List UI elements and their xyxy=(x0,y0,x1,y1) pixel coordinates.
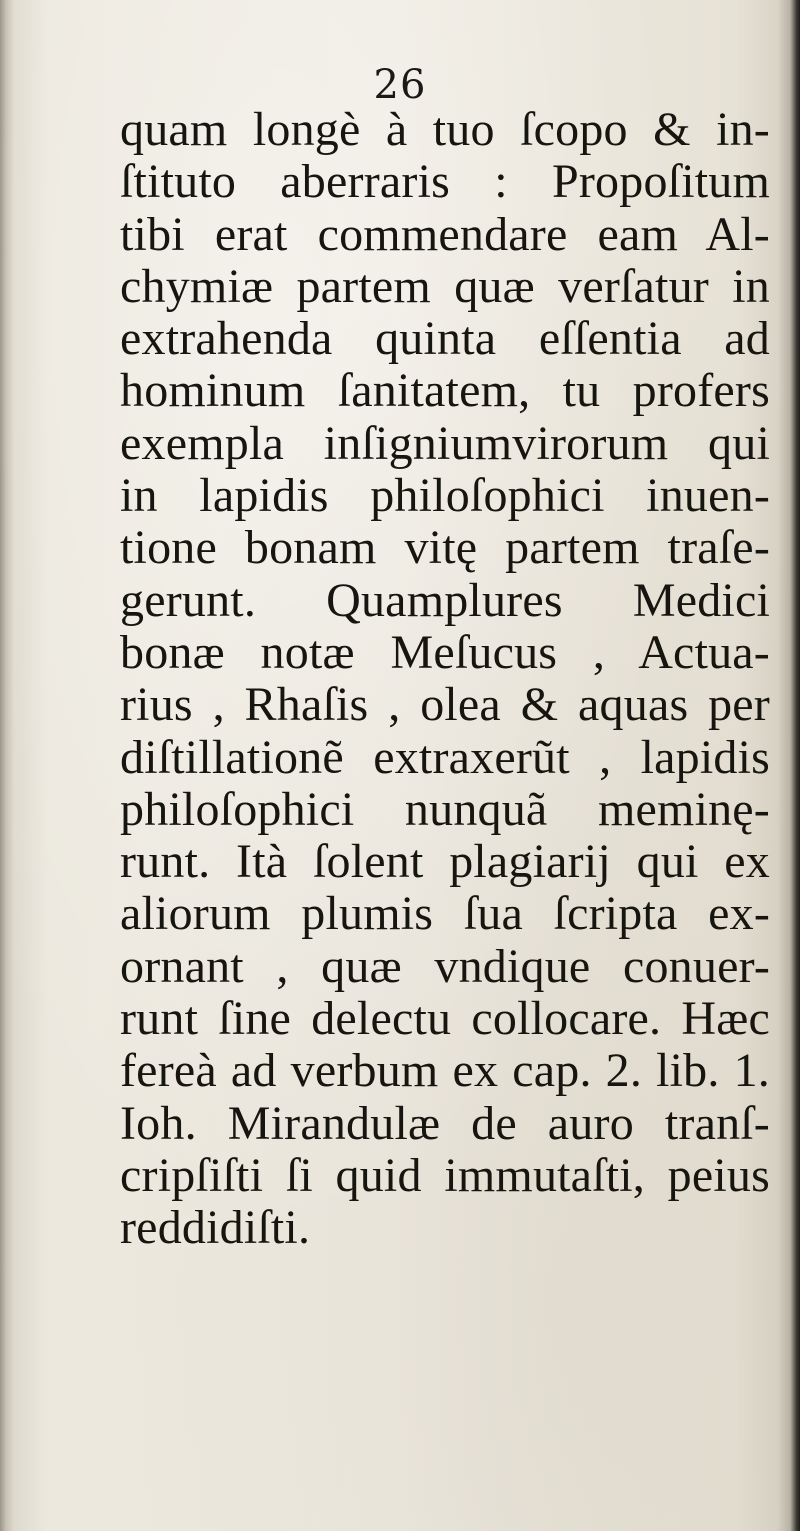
page-number: 26 xyxy=(373,62,427,108)
text-line: extrahenda quinta eſſentia ad xyxy=(120,312,770,366)
text-line: exempla inſigniumvirorum qui xyxy=(120,416,770,470)
text-line: hominum ſanitatem, tu profers xyxy=(120,364,770,418)
text-line: Ioh. Mirandulæ de auro tranſ- xyxy=(120,1096,770,1150)
text-line: in lapidis philoſophici inuen- xyxy=(120,469,770,523)
text-line: tione bonam vitę partem traſe- xyxy=(120,521,770,575)
text-line: quam longè à tuo ſcopo & in- xyxy=(120,103,770,156)
text-line: diſtillationẽ extraxerũt , lapidis xyxy=(120,730,770,784)
text-line: ſtituto aberraris : Propoſitum xyxy=(120,155,770,209)
text-line: gerunt. Quamplures Medici xyxy=(120,573,770,627)
text-line: runt ſine delectu collocare. Hæc xyxy=(120,992,770,1046)
text-line: tibi erat commendare eam Al- xyxy=(120,207,770,261)
page-gutter-shadow xyxy=(0,0,14,1531)
text-line: runt. Ità ſolent plagiarij qui ex xyxy=(120,835,770,889)
text-line: reddidiſti. xyxy=(120,1201,311,1255)
text-line: philoſophici nunquã meminę- xyxy=(120,782,770,836)
body-text xyxy=(120,104,770,1255)
text-line: ornant , quæ vndique conuer- xyxy=(120,939,770,993)
text-line: bonæ notæ Meſucus , Actua- xyxy=(120,625,770,679)
text-line: aliorum plumis ſua ſcripta ex- xyxy=(120,887,770,941)
page-edge-shadow xyxy=(778,0,800,1531)
text-line: cripſiſti ſi quid immutaſti, peius xyxy=(120,1148,770,1202)
text-line: rius , Rhaſis , olea & aquas per xyxy=(120,678,770,732)
text-line: fereà ad verbum ex cap. 2. lib. 1. xyxy=(120,1044,770,1098)
text-line: chymiæ partem quæ verſatur in xyxy=(120,259,770,313)
